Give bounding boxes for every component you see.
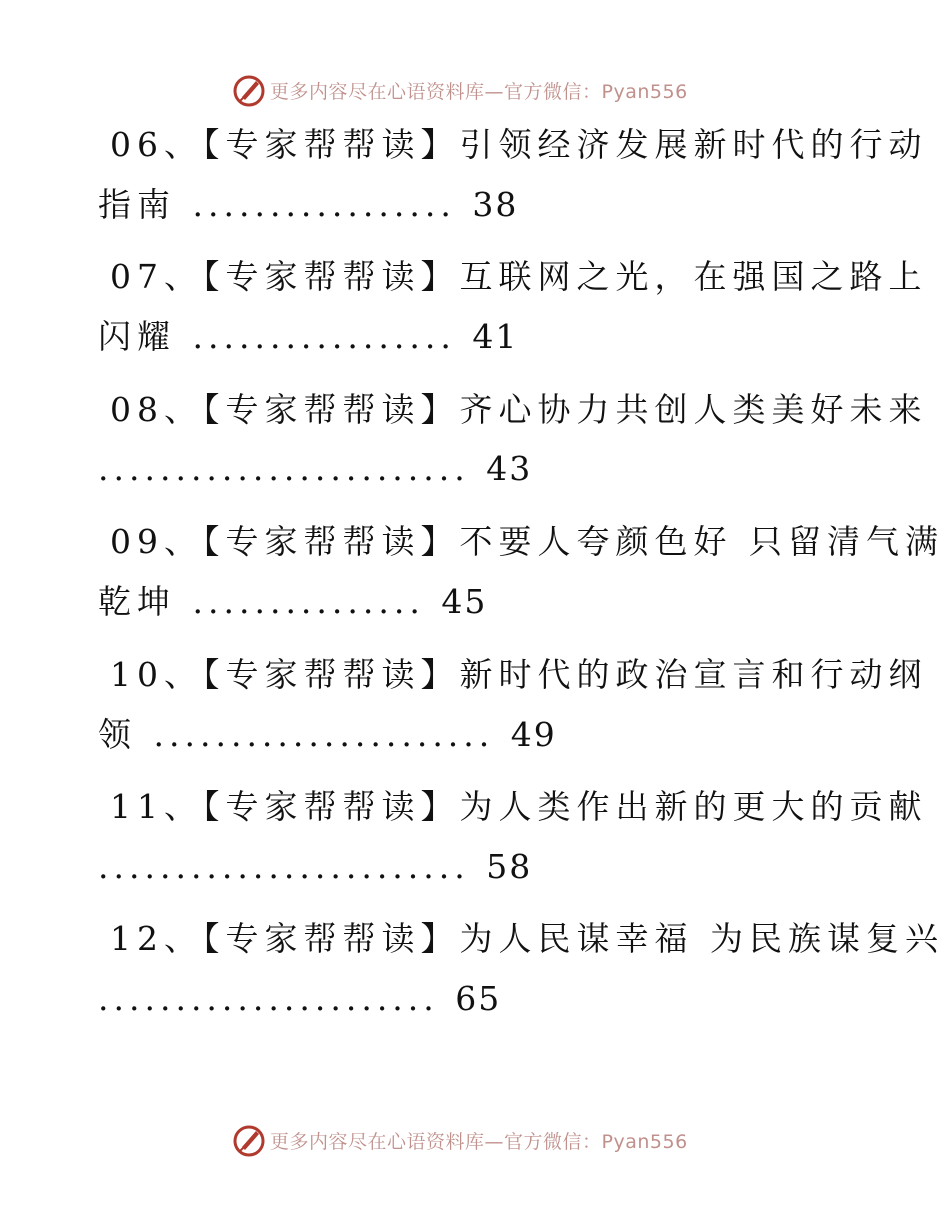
toc-entry-08-title: 08、【专家帮帮读】齐心协力共创人类美好未来 [110, 390, 928, 429]
watermark-text: 更多内容尽在心语资料库—官方微信：Pyan556 [270, 80, 688, 103]
toc-entry-08-page: 43 [486, 449, 533, 488]
toc-entry-06-page: 38 [472, 185, 519, 224]
toc-entry-12-dots: ...................... [98, 979, 439, 1018]
toc-entry-12-leader [98, 979, 502, 1018]
toc-entry-08-leader [98, 449, 533, 488]
toc-entry-07-dots: ................. [192, 317, 456, 356]
toc-entry-12-page: 65 [455, 979, 502, 1018]
header-watermark [232, 72, 688, 108]
toc-entry-11-page: 58 [486, 847, 533, 886]
toc-entry-12-title: 12、【专家帮帮读】为人民谋幸福 为民族谋复兴 [110, 919, 944, 958]
footer-watermark [232, 1122, 688, 1158]
toc-entry-10-dots: ...................... [153, 715, 495, 754]
quill-logo-icon [232, 73, 266, 107]
toc-entry-06-dots: ................. [192, 185, 456, 224]
toc-entry-10-page: 49 [510, 715, 557, 754]
toc-entry-06-title: 06、【专家帮帮读】引领经济发展新时代的行动 [110, 125, 928, 164]
toc-entry-10-title: 10、【专家帮帮读】新时代的政治宣言和行动纲 [110, 655, 928, 694]
toc-entry-06-leader [98, 185, 519, 224]
toc-entry-09-continuation: 乾坤 [98, 582, 176, 621]
toc-entry-06-continuation: 指南 [98, 185, 176, 224]
toc-entry-09-title: 09、【专家帮帮读】不要人夸颜色好 只留清气满 [110, 522, 944, 561]
toc-entry-10-continuation: 领 [98, 715, 137, 754]
toc-entry-10-leader [98, 715, 557, 754]
toc-entry-11-dots: ........................ [98, 847, 470, 886]
watermark-text: 更多内容尽在心语资料库—官方微信：Pyan556 [270, 1130, 688, 1153]
toc-entry-07-leader [98, 317, 519, 356]
toc-entry-07-page: 41 [472, 317, 519, 356]
quill-logo-icon [232, 1123, 266, 1157]
toc-entry-11-title: 11、【专家帮帮读】为人类作出新的更大的贡献 [110, 787, 928, 826]
toc-entry-11-leader [98, 847, 533, 886]
toc-entry-07-title: 07、【专家帮帮读】互联网之光，在强国之路上 [110, 257, 928, 296]
toc-entry-07-continuation: 闪耀 [98, 317, 176, 356]
toc-entry-09-dots: ............... [192, 582, 425, 621]
toc-entry-09-page: 45 [441, 582, 488, 621]
toc-entry-09-leader [98, 582, 488, 621]
toc-entry-08-dots: ........................ [98, 449, 470, 488]
